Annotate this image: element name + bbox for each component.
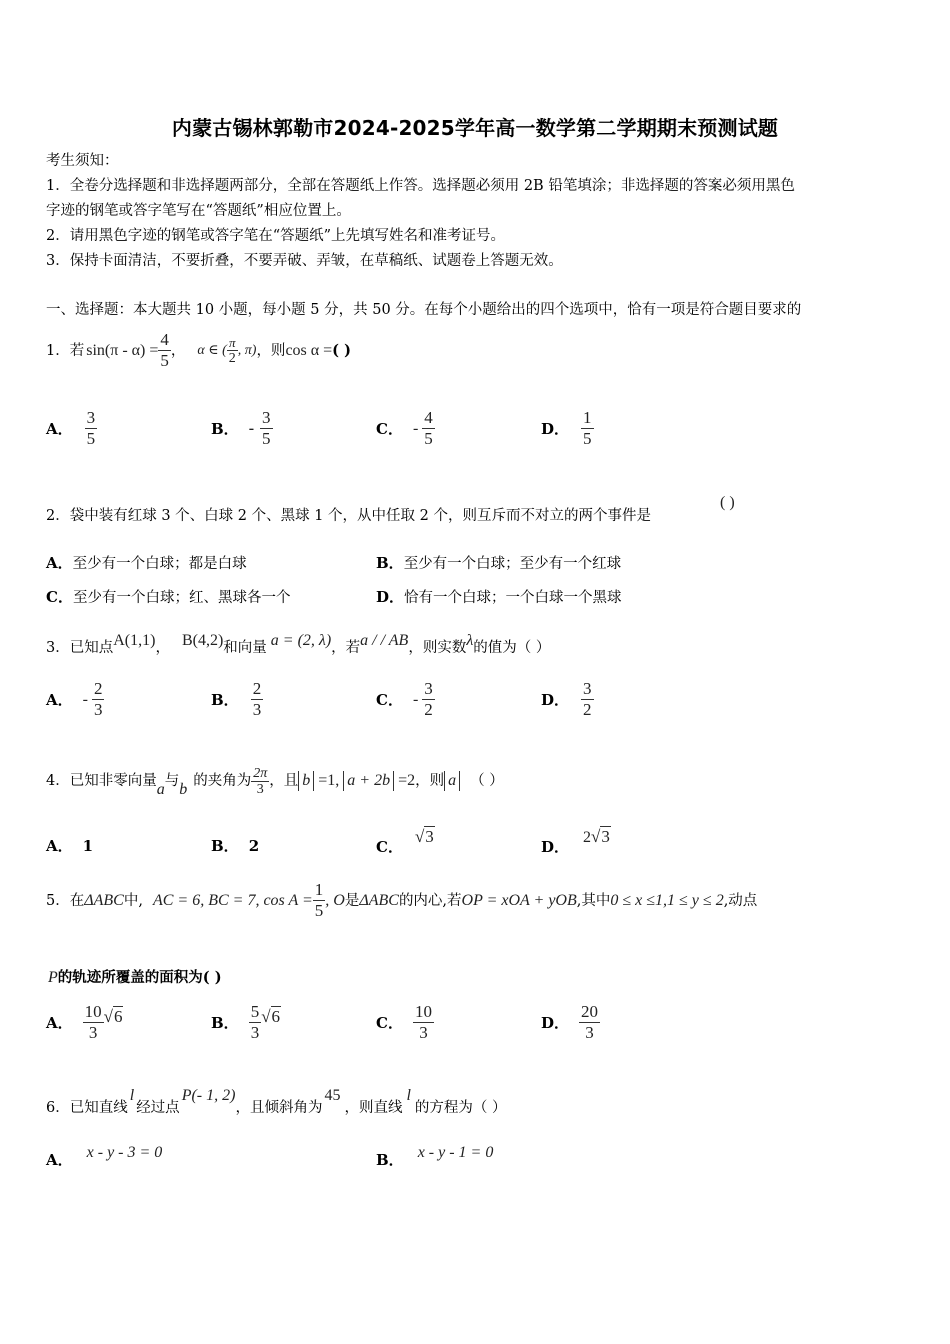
option-label: B． <box>211 1014 239 1032</box>
frac-den: 5 <box>424 429 433 448</box>
option-text: 至少有一个白球；都是白球 <box>72 556 247 572</box>
q3-option-b[interactable] <box>211 679 263 720</box>
q5-point-p: P <box>48 969 58 986</box>
notice-heading: 考生须知： <box>46 153 119 169</box>
q2-option-c[interactable] <box>46 587 290 608</box>
frac-num: 10 <box>84 1002 102 1021</box>
q1-paren: ( ) <box>332 341 351 359</box>
section-heading: 一、选择题：本大题共 10 小题，每小题 5 分，共 50 分。在每个小题给出的四个选项中，恰有一项是符合题目要求的 <box>46 302 802 318</box>
option-label: D． <box>541 1014 570 1032</box>
option-text: 至少有一个白球；至少有一个红球 <box>403 556 622 572</box>
option-label: C． <box>46 588 73 606</box>
q6-line-l-2: l <box>406 1087 411 1104</box>
q1-condition: α ∈ ( <box>197 342 227 358</box>
q4-option-a[interactable] <box>46 835 93 856</box>
q1-option-d[interactable] <box>541 408 594 449</box>
option-fraction <box>249 1002 262 1043</box>
q4-and: ，且 <box>269 773 299 789</box>
q4-abs-a-2b: a + 2b <box>343 771 394 791</box>
q6-number: 6．已知直线 <box>46 1100 128 1116</box>
q3-option-d[interactable] <box>541 679 594 720</box>
frac-den: 3 <box>93 700 103 719</box>
notice-line-1a: 1．全卷分选择题和非选择题两部分，全部在答题纸上作答。选择题必须用 2B 铅笔填涂；非选择题的答案必须用黑色 <box>46 178 795 194</box>
option-label: D． <box>541 838 570 856</box>
q4-fraction <box>251 766 269 797</box>
q1-frac-num: 4 <box>160 330 169 349</box>
question-4 <box>46 762 504 800</box>
q4-vector-b: b <box>179 781 188 798</box>
q3-vector: a = (2, λ) <box>270 632 332 649</box>
q1-option-a[interactable] <box>46 408 97 449</box>
q5-option-c[interactable] <box>376 1002 434 1043</box>
q5-option-d[interactable] <box>541 1002 600 1043</box>
q5-frac-den: 5 <box>314 901 324 920</box>
q6-option-b[interactable] <box>376 1144 493 1170</box>
sqrt-radicand: 6 <box>113 1006 123 1026</box>
q1-fraction <box>158 330 171 371</box>
q5-condition: AC = 6, BC = 7, cos A = <box>152 891 313 909</box>
option-sign: - <box>82 690 88 708</box>
notice-line-2: 2．请用黑色字迹的钢笔或答字笔在“答题纸”上先填写姓名和准考证号。 <box>46 228 506 244</box>
q5-is: 是 <box>344 892 360 909</box>
option-text: 1 <box>82 836 94 855</box>
sqrt-radicand: 3 <box>601 827 610 846</box>
notice-line-1b: 字迹的钢笔或答字笔写在“答题纸”相应位置上。 <box>46 203 351 219</box>
option-fraction <box>581 679 594 720</box>
option-fraction <box>413 1002 434 1043</box>
option-label: B． <box>376 554 404 572</box>
frac-den: 3 <box>413 1022 434 1043</box>
q5-option-b[interactable] <box>211 1002 281 1043</box>
frac-num: 1 <box>583 408 592 427</box>
q1-frac-den: 5 <box>160 351 169 370</box>
option-sqrt: √3 <box>414 827 434 846</box>
q1-condition-2: , π) <box>237 342 257 358</box>
option-text: x - y - 1 = 0 <box>417 1144 494 1161</box>
option-label: C． <box>376 838 403 856</box>
question-3 <box>46 624 550 658</box>
q4-frac-num: 2π <box>253 765 268 781</box>
option-text: 恰有一个白球；一个白球一个黑球 <box>404 590 622 606</box>
option-sign: - <box>248 419 255 437</box>
frac-den: 5 <box>86 429 96 448</box>
q5-number: 5．在 <box>46 892 85 909</box>
option-fraction <box>251 679 264 720</box>
frac-num: 20 <box>581 1002 599 1021</box>
frac-den: 5 <box>262 429 271 448</box>
frac-den: 5 <box>583 429 592 448</box>
q4-abs-b: b <box>298 771 314 791</box>
option-label: B． <box>211 837 239 855</box>
option-sqrt: √3 <box>591 827 610 846</box>
q4-eq2: =2 <box>398 772 416 789</box>
frac-den: 2 <box>583 700 592 719</box>
option-label: A． <box>46 1014 73 1032</box>
frac-den: 3 <box>579 1022 600 1043</box>
option-text: 至少有一个白球；红、黑球各一个 <box>72 590 291 606</box>
option-fraction <box>422 408 435 449</box>
q5-option-a[interactable] <box>46 1002 123 1043</box>
question-5 <box>46 880 757 921</box>
option-fraction <box>85 408 98 449</box>
option-label: A． <box>46 554 73 572</box>
q1-cond-den: 2 <box>228 351 236 366</box>
q5-incenter: 的内心,若 <box>398 892 462 909</box>
frac-den: 2 <box>424 700 433 719</box>
frac-num: 2 <box>252 679 262 698</box>
q1-option-b[interactable] <box>211 408 273 449</box>
q3-if: ，若 <box>331 640 361 656</box>
q1-number: 1．若 <box>46 342 85 359</box>
option-sign: - <box>412 690 419 708</box>
q4-abs-a: a <box>444 771 460 791</box>
q3-end: 的值为（ ） <box>473 640 551 656</box>
q3-option-c[interactable] <box>376 679 435 720</box>
frac-den: 3 <box>250 1023 260 1042</box>
option-label: A． <box>46 691 73 709</box>
option-fraction <box>260 408 273 449</box>
q3-then: ，则实数 <box>408 640 467 656</box>
frac-num: 2 <box>93 679 103 698</box>
q1-then: ，则 <box>256 342 286 359</box>
option-sqrt: √6 <box>261 1006 281 1026</box>
q3-lambda: λ <box>466 632 474 649</box>
q2-paren: ( ) <box>720 494 735 511</box>
q2-option-a[interactable] <box>46 553 247 574</box>
q3-and: 和向量 <box>223 640 267 656</box>
q4-eq1: =1, <box>318 772 340 789</box>
q5-o: , O <box>325 891 345 909</box>
q4-angle: 的夹角为 <box>193 773 252 789</box>
frac-den: 3 <box>83 1022 104 1043</box>
q1-cond-num: π <box>228 335 236 350</box>
q5-triangle: ΔABC <box>84 891 124 909</box>
q6-then: ，则直线 <box>344 1100 403 1116</box>
option-fraction <box>579 1002 600 1043</box>
q2-option-d[interactable] <box>376 587 622 608</box>
option-label: C． <box>376 1014 403 1032</box>
option-text: 2 <box>583 829 592 846</box>
option-label: A． <box>46 420 73 438</box>
frac-den: 3 <box>252 700 262 719</box>
question-6 <box>46 1086 507 1118</box>
q5-triangle-2: ΔABC <box>359 891 399 909</box>
q5-line-2-text: 的轨迹所覆盖的面积为( ) <box>57 969 222 986</box>
q6-point-p: P(- 1, 2) <box>181 1087 236 1104</box>
question-1 <box>46 330 351 371</box>
q6-degree: 45 <box>324 1087 341 1104</box>
q6-option-a[interactable] <box>46 1144 162 1170</box>
q3-option-a[interactable] <box>46 679 104 720</box>
option-label: B． <box>211 691 239 709</box>
frac-num: 3 <box>424 679 433 698</box>
q4-paren: （ ） <box>470 773 504 789</box>
option-label: D． <box>541 691 570 709</box>
notice-line-3: 3．保持卡面清洁，不要折叠，不要弄破、弄皱，在草稿纸、试题卷上答题无效。 <box>46 253 563 269</box>
frac-num: 3 <box>583 679 592 698</box>
option-sign: - <box>412 419 419 437</box>
option-fraction <box>92 679 105 720</box>
q5-op: OP = xOA + yOB <box>461 891 577 909</box>
q4-with: 与 <box>164 773 180 789</box>
q1-comma: ， <box>170 342 186 359</box>
option-label: C． <box>376 420 403 438</box>
q6-end: 的方程为（ ） <box>414 1100 507 1116</box>
frac-num: 10 <box>414 1002 432 1021</box>
option-label: C． <box>376 691 403 709</box>
option-text: x - y - 3 = 0 <box>86 1144 163 1161</box>
option-label: B． <box>211 420 239 438</box>
q5-range: 0 ≤ x ≤1,1 ≤ y ≤ 2 <box>610 891 724 909</box>
q5-mid: 中, <box>123 892 143 909</box>
option-label: D． <box>376 588 405 606</box>
q6-incl: ，且倾斜角为 <box>235 1100 323 1116</box>
q6-line-l: l <box>129 1087 135 1104</box>
sqrt-radicand: 3 <box>425 827 434 846</box>
q4-then: ，则 <box>415 773 445 789</box>
option-label: A． <box>46 837 73 855</box>
option-text: 2 <box>248 836 260 855</box>
q3-parallel: a / / AB <box>360 632 409 649</box>
frac-num: 4 <box>424 408 433 427</box>
option-sqrt: √6 <box>103 1006 123 1026</box>
q3-comma: ， <box>155 640 170 656</box>
q3-point-b: B(4,2) <box>181 632 224 649</box>
option-label: A． <box>46 1151 73 1169</box>
q5-line-2 <box>48 968 222 988</box>
q1-option-c[interactable] <box>376 408 435 449</box>
q4-option-c[interactable] <box>376 824 435 857</box>
frac-num: 3 <box>86 408 96 427</box>
q4-number: 4．已知非零向量 <box>46 773 157 789</box>
q3-number: 3．已知点 <box>46 640 114 656</box>
q1-cos: cos α = <box>285 341 333 359</box>
option-label: D． <box>541 420 570 438</box>
option-fraction <box>422 679 435 720</box>
option-label: B． <box>376 1151 404 1169</box>
q5-where: ,其中 <box>576 892 611 909</box>
frac-num: 5 <box>250 1002 260 1021</box>
option-fraction <box>581 408 594 449</box>
q5-fraction <box>313 880 326 921</box>
page-title: 内蒙古锡林郭勒市2024-2025学年高一数学第二学期期末预测试题 <box>171 116 779 140</box>
option-fraction <box>83 1002 104 1043</box>
q1-cond-fraction <box>227 335 238 366</box>
frac-num: 3 <box>262 408 271 427</box>
q3-point-a: A(1,1) <box>113 632 156 649</box>
q5-frac-num: 1 <box>314 880 324 899</box>
q4-frac-den: 3 <box>251 781 269 797</box>
q4-option-d[interactable] <box>541 824 611 857</box>
q4-vector-a: a <box>156 781 165 798</box>
q2-option-b[interactable] <box>376 553 621 574</box>
q4-option-b[interactable] <box>211 835 259 856</box>
q5-end: ,动点 <box>723 892 758 909</box>
sqrt-radicand: 6 <box>271 1006 281 1026</box>
q6-pass: 经过点 <box>136 1100 180 1116</box>
q1-sin: sin(π - α) = <box>86 341 159 359</box>
question-2: 2．袋中装有红球 3 个、白球 2 个、黑球 1 个，从中任取 2 个，则互斥而不对立的两个事件是 <box>46 508 651 524</box>
